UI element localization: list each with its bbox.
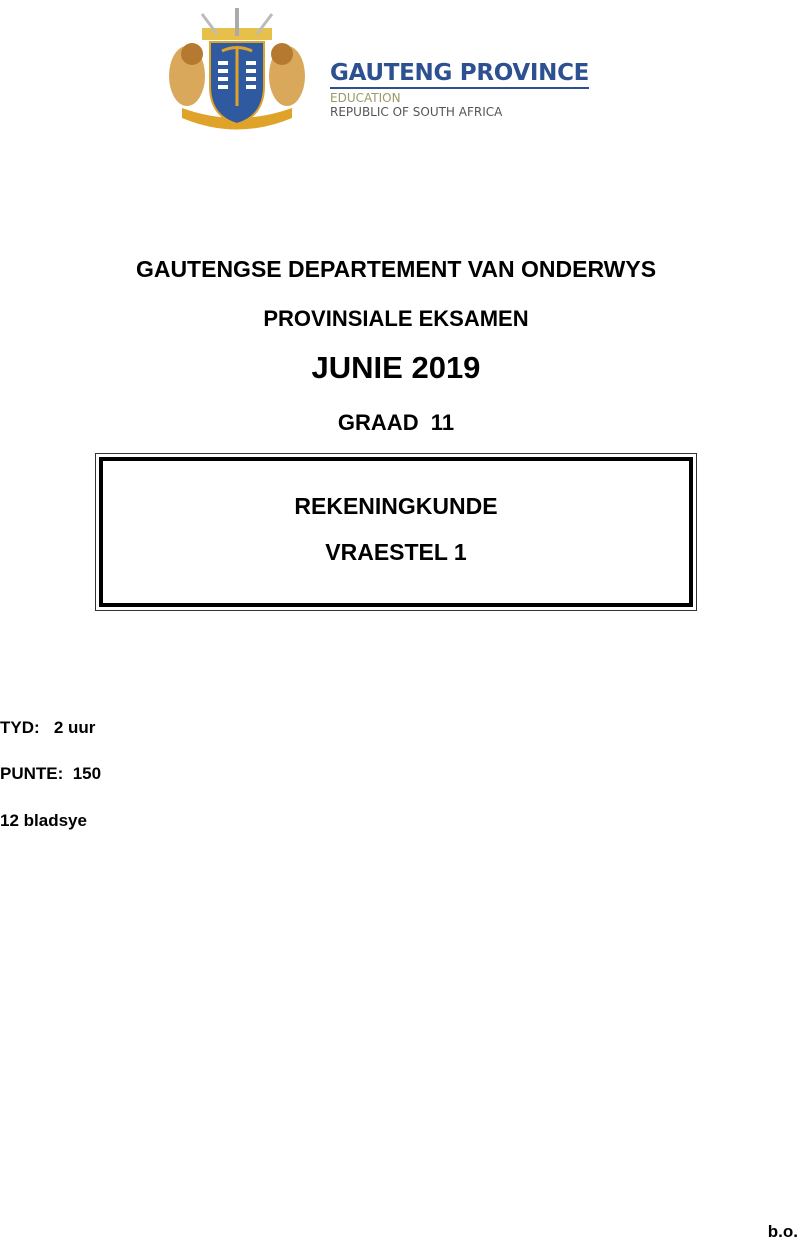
grade: GRAAD 11 (337, 410, 455, 435)
page-count: 12 bladsye (0, 811, 87, 830)
subject: REKENINGKUNDE (294, 493, 498, 519)
subject-box (95, 453, 697, 611)
department-title: GAUTENGSE DEPARTEMENT VAN ONDERWYS (135, 256, 657, 282)
exam-session: JUNIE 2019 (311, 350, 481, 385)
coat-of-arms-logo (152, 6, 322, 134)
total-marks: PUNTE: 150 (0, 764, 102, 783)
paper-number: VRAESTEL 1 (325, 539, 467, 565)
brand-title: GAUTENG PROVINCE (330, 60, 589, 89)
exam-title: PROVINSIALE EKSAMEN (263, 306, 529, 331)
brand-text (330, 60, 589, 119)
please-turn-over: b.o. (767, 1222, 798, 1240)
brand-country: REPUBLIC OF SOUTH AFRICA (330, 105, 503, 119)
time-allowed: TYD: 2 uur (0, 718, 96, 737)
brand-subtitle: EDUCATION (330, 91, 401, 105)
